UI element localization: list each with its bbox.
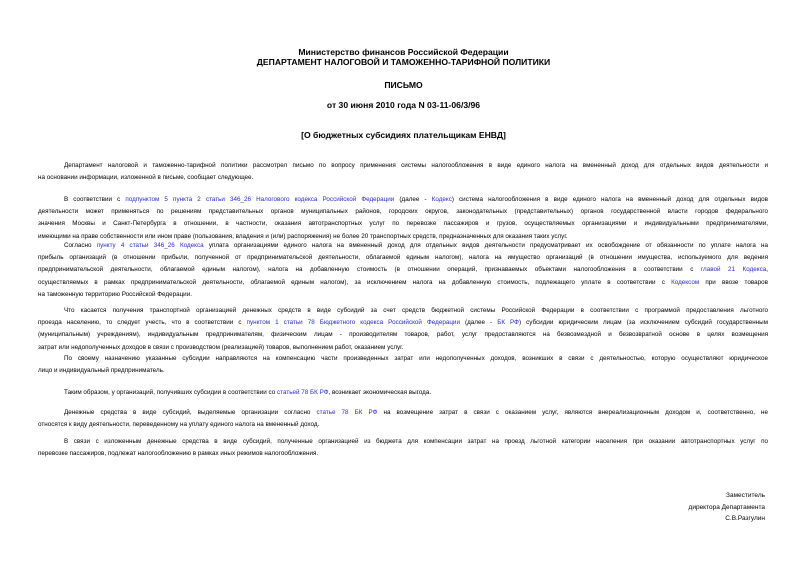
link-nk-346-26-p5[interactable]: подпунктом 5 пункта 2 статьи 346_26 Налогового кодекса Российской Федерации (125, 196, 395, 203)
p3-line: Согласно пункту 4 статьи 346_26 Кодекса уплата организациями единого налога на вмененный доход для отдельных видов деятельности предусматривает их освобождение от обязанности по уплате налога на (64, 242, 768, 249)
p4-line: затрат или недополученных доходов в связи с производством (реализацией) товаров, выполнением работ, оказанием услуг. (38, 343, 404, 351)
paragraph-2 (38, 194, 768, 243)
link-kodeks[interactable]: Кодекс (431, 196, 452, 203)
paragraph-1 (38, 160, 768, 184)
p2-line: имеющими на праве собственности или ином праве (пользования, владения и (или) распоряжения) не более 20 транспортных средств, предназначенных для оказания таких услуг. (38, 232, 568, 240)
paragraph-5 (38, 353, 768, 377)
document-date-number: от 30 июня 2010 года N 03-11-06/3/96 (326, 100, 481, 110)
paragraph-7 (38, 407, 768, 431)
paragraph-6 (38, 387, 768, 399)
p3-line: осуществляемых в рамках предпринимательской деятельности, облагаемой единым налогом), за исключением налога на добавленную стоимость, подлежащего уплате в соответствии с Кодексом при ввозе товаров (38, 278, 768, 286)
signature-position: директора Департамента (688, 503, 765, 511)
link-kodeksom[interactable]: Кодексом (671, 278, 700, 286)
signature-name: С.В.Разгулин (725, 515, 765, 522)
paragraph-3 (38, 240, 768, 301)
p1-line: Департамент налоговой и таможенно-тарифной политики рассмотрел письмо по вопросу применения системы налогообложения в виде единого налога на вмененный доход для отдельных видов деятельности и (64, 162, 768, 169)
paragraph-8 (38, 436, 768, 460)
p3-line: предпринимательской деятельности, облагаемой единым налогом), налога на добавленную стоимость (в отношении операций, признаваемых объектами налогообложения в соответствии с главой 21 Кодекса, (38, 266, 768, 274)
p5-line: По своему назначению указанные субсидии направляются на компенсацию части произведенных затрат или недополученных доходов, возникших в связи с деятельностью, которую осуществляют юридическое (64, 355, 768, 362)
p4-line: проезда населению, то следует учесть, что в соответствии с пунктом 1 статьи 78 Бюджетного кодекса Российской Федерации (далее - БК РФ) субсидии юридическим лицам (за исключением субсидий государственным (38, 319, 769, 327)
p2-line: значения Москвы и Санкт-Петербурга в отношении, в частности, оказания автотранспортных услуг по перевозке пассажиров и грузов, осуществляемых организациями и индивидуальными предпринимателями, (38, 220, 768, 228)
p3-line: прибыль организаций (в отношении прибыли, полученной от предпринимательской деятельности, облагаемой единым налогом), налога на имущество организаций (в отношении имущества, используемого для ведения (38, 254, 768, 262)
link-346-26-p4[interactable]: пункту 4 статьи 346_26 Кодекса (96, 242, 204, 249)
p5-line: лицо и индивидуальный предприниматель. (38, 367, 165, 375)
paragraph-4 (38, 305, 768, 354)
p3-line: на таможенную территорию Российской Федерации. (38, 290, 192, 298)
p8-line: перевозке пассажиров, подлежат налогообложению в рамках иных режимов налогообложения. (38, 450, 319, 458)
document-subject: [О бюджетных субсидиях плательщикам ЕНВД] (301, 130, 506, 140)
p1-line: на основании информации, изложенной в письме, сообщает следующее. (38, 174, 254, 182)
p2-line: деятельности может применяться по решениям представительных органов муниципальных районов, городских округов, законодательных (представительных) органов государственной власти городов федерального (38, 208, 768, 216)
p4-line: Что касается получения транспортной организацией денежных средств в виде субсидий за счет средств бюджетной системы Российской Федерации в соответствии с программой предоставления льготного (64, 307, 768, 314)
link-bk-78-2[interactable]: статье 78 БК РФ (316, 409, 378, 416)
p2-line: В соответствии с подпунктом 5 пункта 2 статьи 346_26 Налогового кодекса Российской Федерации (далее - Кодекс) система налогообложения в виде единого налога на вмененный доход для отдельных видов (64, 196, 769, 203)
document-type: ПИСЬМО (384, 80, 423, 90)
signature-block (689, 490, 765, 525)
signature-title: Заместитель (726, 492, 765, 499)
department-name: ДЕПАРТАМЕНТ НАЛОГОВОЙ И ТАМОЖЕННО-ТАРИФНОЙ ПОЛИТИКИ (256, 57, 551, 67)
link-bk-78[interactable]: статьей 78 БК РФ (277, 389, 329, 396)
p7-line: Денежные средства в виде субсидий, выделяемые организации согласно статье 78 БК РФ на возмещение затрат в связи с оказанием услуг, являются внереализационным доходом и, соответственно, не (64, 409, 769, 416)
ministry-name: Министерство финансов Российской Федерации (298, 47, 509, 57)
link-glava-21[interactable]: главой 21 Кодекса (700, 266, 767, 274)
p8-line: В связи с изложенным денежные средства в виде субсидий, полученные организацией из бюджета для компенсации затрат на проезд льготной категории населения при оказании автотранспортных услуг по (64, 438, 768, 445)
p7-line: относятся к виду деятельности, переведенному на уплату единого налога на вмененный доход. (38, 421, 320, 429)
link-bk-rf[interactable]: БК РФ (497, 319, 519, 327)
p6-line: Таким образом, у организаций, получивших субсидии в соответствии со статьей 78 БК РФ, возникает экономическая выгода. (64, 389, 432, 396)
link-bk-78-p1[interactable]: пунктом 1 статьи 78 Бюджетного кодекса Российской Федерации (246, 319, 460, 327)
p4-line: (муниципальным) учреждениям), индивидуальным предпринимателям, физическим лицам - производителям товаров, работ, услуг предоставляются на безвозмездной и безвозвратной основе в целях возмещения (38, 331, 768, 339)
